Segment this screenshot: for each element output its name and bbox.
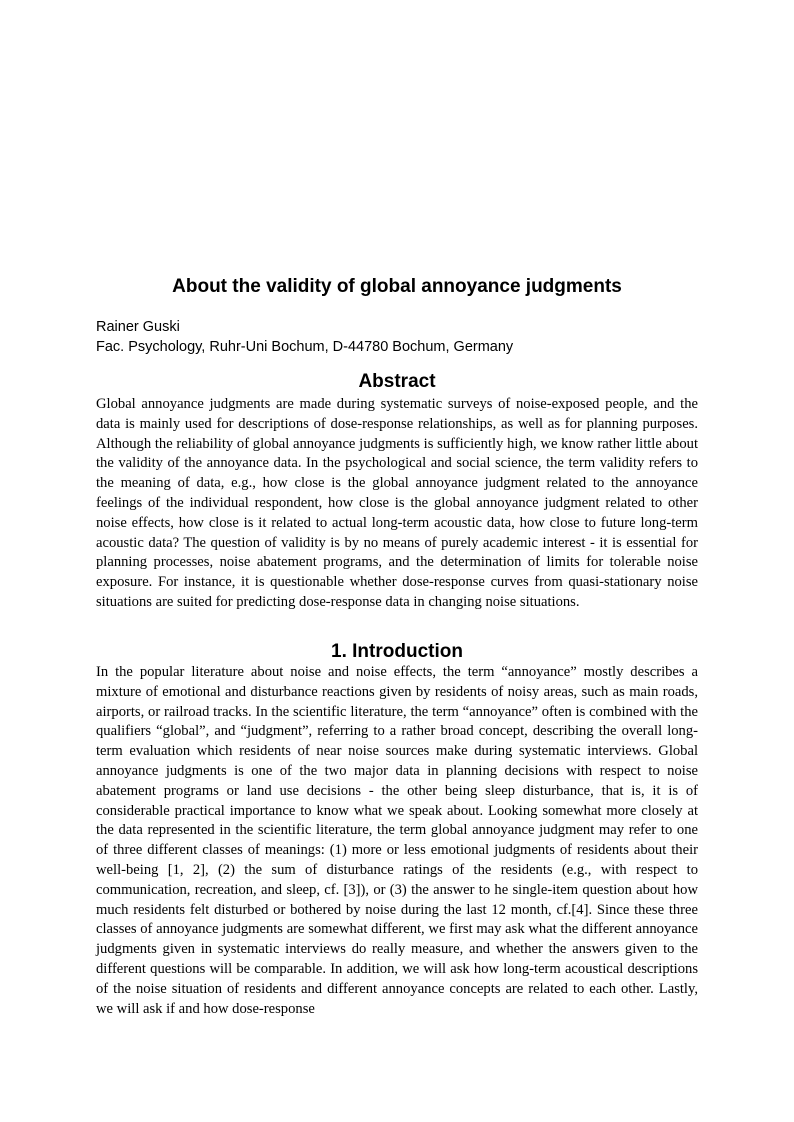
author-name: Rainer Guski	[96, 319, 180, 335]
abstract-paragraph: Global annoyance judgments are made during systematic surveys of noise-exposed people, and the data is mainly used for descriptions of dose-response relationships, as well as for planning purposes. Although the reliability of global annoyance judgments is sufficiently high, we know rather little about the validity of the annoyance data. In the psychological and social science, the term validity refers to the meaning of data, e.g., how close is the global annoyance judgment related to the annoyance feelings of the individual respondent, how close is the global annoyance judgment related to other noise effects, how close is it related to actual long-term acoustic data, how close to future long-term acoustic data? The question of validity is by no means of purely academic interest - it is essential for planning processes, noise abatement programs, and the determination of limits for tolerable noise exposure. For instance, it is questionable whether dose-response curves from quasi-stationary noise situations are suited for predicting dose-response data in changing noise situations.	[96, 396, 698, 610]
paper-title: About the validity of global annoyance judgments	[172, 276, 622, 297]
author-block	[96, 317, 698, 357]
introduction-paragraph: In the popular literature about noise and noise effects, the term “annoyance” mostly describes a mixture of emotional and disturbance reactions given by residents of noisy areas, such as main roads, airports, or railroad tracks. In the scientific literature, the term “annoyance” often is combined with the qualifiers “global”, and “judgment”, referring to a rather broad concept, describing the overall long-term evaluation which residents of near noise sources make during systematic interviews. Global annoyance judgments is one of the two major data in planning decisions with respect to noise abatement programs or land use decisions - the other being sleep disturbance, that is, it is of considerable practical importance to know what we speak about. Looking somewhat more closely at the data represented in the scientific literature, the term global annoyance judgment may refer to one of three different classes of meanings: (1) more or less emotional judgments of residents about their well-being [1, 2], (2) the sum of disturbance ratings of the residents (e.g., with respect to communication, recreation, and sleep, cf. [3]), or (3) the answer to he single-item question about how much residents felt disturbed or bothered by noise during the last 12 month, cf.[4]. Since these three classes of annoyance judgments are somewhat different, we first may ask what the different annoyance judgments given in systematic interviews do really measure, and whether the answers given to the different questions will be comparable. In addition, we will ask how long-term acoustical descriptions of the noise situation of residents and different annoyance concepts are related to each other. Lastly, we will ask if and how dose-response	[96, 664, 698, 1017]
abstract-heading: Abstract	[358, 371, 436, 392]
author-affiliation: Fac. Psychology, Ruhr-Uni Bochum, D-44780 Bochum, Germany	[96, 339, 514, 355]
introduction-heading: 1. Introduction	[331, 641, 463, 662]
